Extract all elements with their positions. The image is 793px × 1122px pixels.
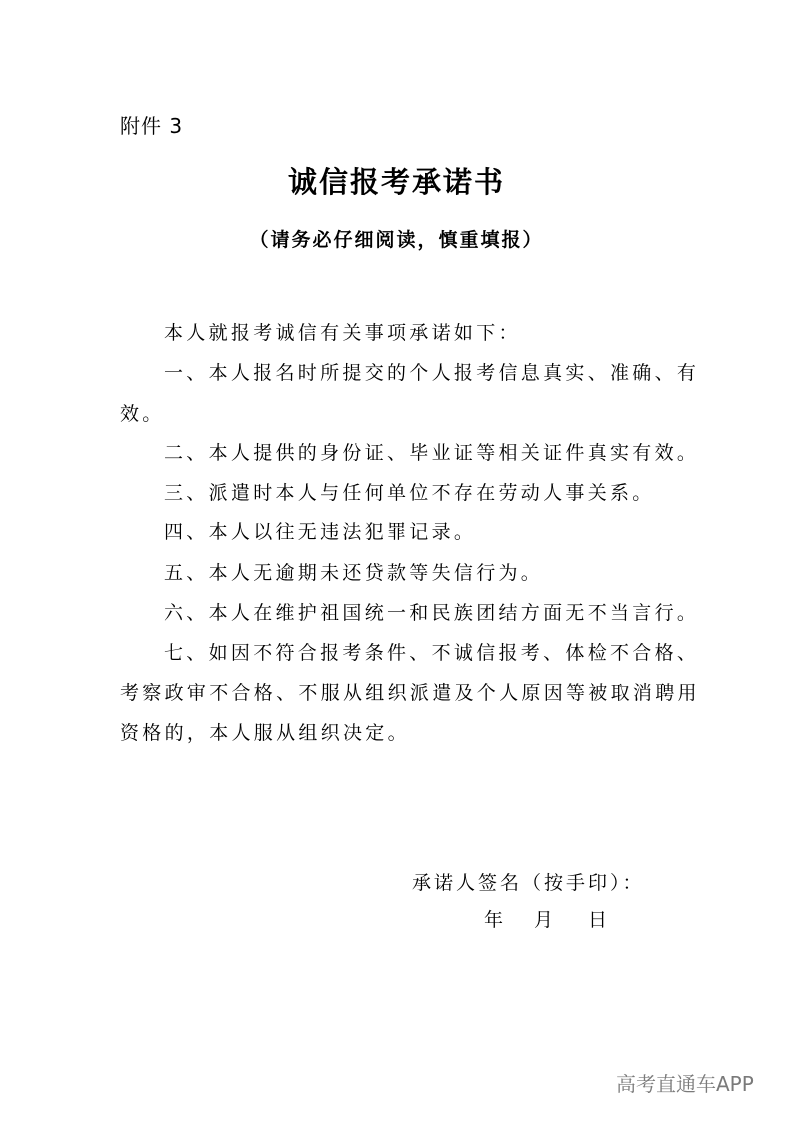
commitment-item-2: 二、本人提供的身份证、毕业证等相关证件真实有效。	[164, 442, 700, 464]
commitment-item-4: 四、本人以往无违法犯罪记录。	[164, 521, 477, 543]
commitment-item-3: 三、派遣时本人与任何单位不存在劳动人事关系。	[164, 482, 655, 504]
commitment-item-7: 七、如因不符合报考条件、不诚信报考、体检不合格、	[164, 642, 700, 664]
commitment-item-6: 六、本人在维护祖国统一和民族团结方面无不当言行。	[164, 602, 700, 624]
date-year-label: 年	[484, 909, 504, 931]
document-subtitle: （请务必仔细阅读，慎重填报）	[249, 229, 544, 251]
date-day-label: 日	[588, 909, 608, 931]
date-month-label: 月	[534, 909, 554, 931]
signature-label: 承诺人签名（按手印）：	[412, 872, 645, 894]
commitment-item-7-continued-2: 资格的，本人服从组织决定。	[120, 722, 410, 744]
commitment-item-5: 五、本人无逾期未还贷款等失信行为。	[164, 562, 544, 584]
intro-text: 本人就报考诚信有关事项承诺如下：	[164, 322, 521, 344]
commitment-item-1: 一、本人报名时所提交的个人报考信息真实、准确、有	[164, 362, 700, 384]
document-title: 诚信报考承诺书	[287, 165, 505, 199]
watermark-text: 高考直通车APP	[616, 1072, 754, 1096]
commitment-item-1-continued: 效。	[120, 403, 165, 425]
attachment-label: 附件 3	[120, 114, 184, 138]
commitment-item-7-continued-1: 考察政审不合格、不服从组织派遣及个人原因等被取消聘用	[120, 682, 700, 704]
